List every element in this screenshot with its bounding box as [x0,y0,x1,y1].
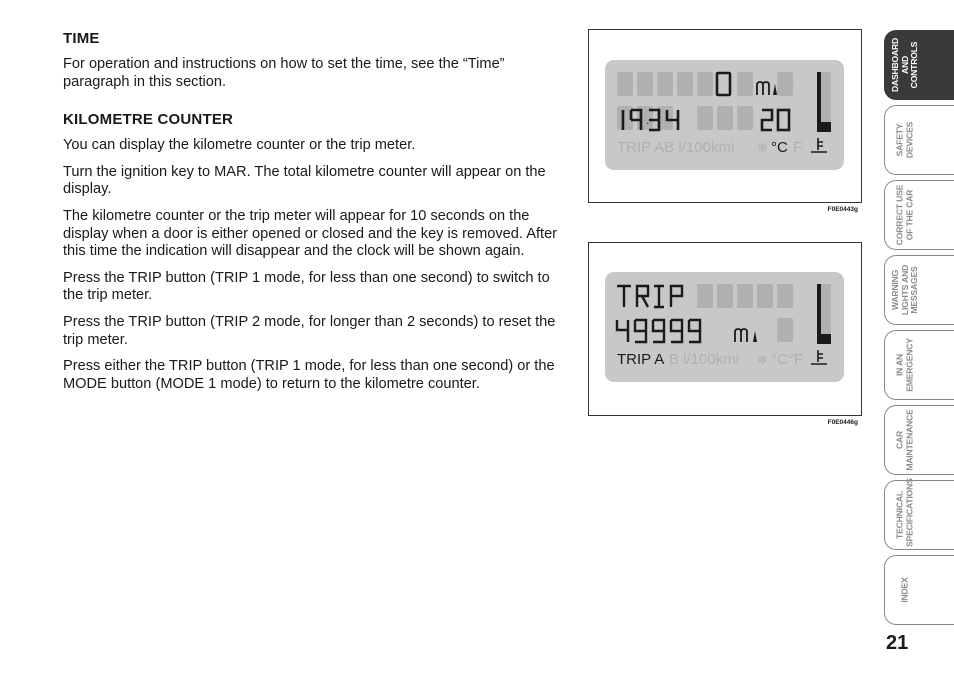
paragraph: Press either the TRIP button (TRIP 1 mode, for less than one second) or the MODE button (MODE 1 mode) to return to the kilometre counter. [63,358,555,392]
coolant-temperature-icon [811,350,827,364]
page-number: 21 [886,632,909,654]
tab-in-an-emergency[interactable] [884,330,954,400]
paragraph: Turn the ignition key to MAR. The total kilometre counter will appear on the display. [63,163,546,198]
lcd-ghost-text: B l/100kmi [669,351,740,368]
figure-trip-display [588,242,862,426]
figure-kilometre-display [588,29,862,213]
lcd-display [605,60,844,170]
figure-code: F0E0446g [827,419,858,426]
lcd-active-text: °C [771,139,788,156]
section-heading-time: TIME [63,30,100,47]
tab-label: TECHNICAL SPECIFICATIONS [894,478,914,547]
lcd-display [605,272,844,382]
svg-text:°C°F: °C°F [771,351,803,368]
tab-technical-specifications[interactable] [884,480,954,550]
tab-label: SAFETY DEVICES [894,121,914,159]
tab-correct-use-of-the-car[interactable] [884,180,954,250]
paragraph: For operation and instructions on how to set the time, see the “Time” paragraph in this section. [63,56,505,90]
figure-code: F0E0443g [827,206,858,213]
paragraph: Press the TRIP button (TRIP 2 mode, for longer than 2 seconds) to reset the trip meter. [63,313,556,348]
tab-index[interactable] [884,555,954,625]
tab-label: WARNING LIGHTS AND MESSAGES [889,264,919,316]
tab-label: IN AN EMERGENCY [894,338,914,392]
paragraph: You can display the kilometre counter or the trip meter. [63,137,416,154]
text-column [63,30,568,402]
tab-label: CORRECT USE OF THE CAR [894,184,914,246]
section-heading-kilometre-counter: KILOMETRE COUNTER [63,111,234,129]
svg-text:❄: ❄ [757,353,768,368]
svg-text:F: F [793,139,803,156]
tab-warning-lights-and-messages[interactable] [884,255,954,325]
tab-label: INDEX [899,577,910,603]
paragraph: The kilometre counter or the trip meter will appear for 10 seconds on the display when a door is either opened or closed and the key is removed. After this time the indication will disappear and the clock will be shown again. [63,207,558,260]
paragraph: Press the TRIP button (TRIP 1 mode, for less than one second) to switch to the trip meter. [63,269,550,304]
tab-safety-devices[interactable] [884,105,954,175]
tab-label: CAR MAINTENANCE [894,409,914,471]
lcd-ghost-text: TRIP AB l/100kmi [617,139,735,156]
coolant-temperature-icon [811,138,827,152]
svg-text:❄: ❄ [757,141,768,156]
svg-text:.: . [645,117,651,127]
lcd-active-text: TRIP A [617,351,665,368]
tab-car-maintenance[interactable] [884,405,954,475]
tab-dashboard-and-controls[interactable] [884,30,954,100]
tab-label: DASHBOARD AND CONTROLS [889,37,919,93]
